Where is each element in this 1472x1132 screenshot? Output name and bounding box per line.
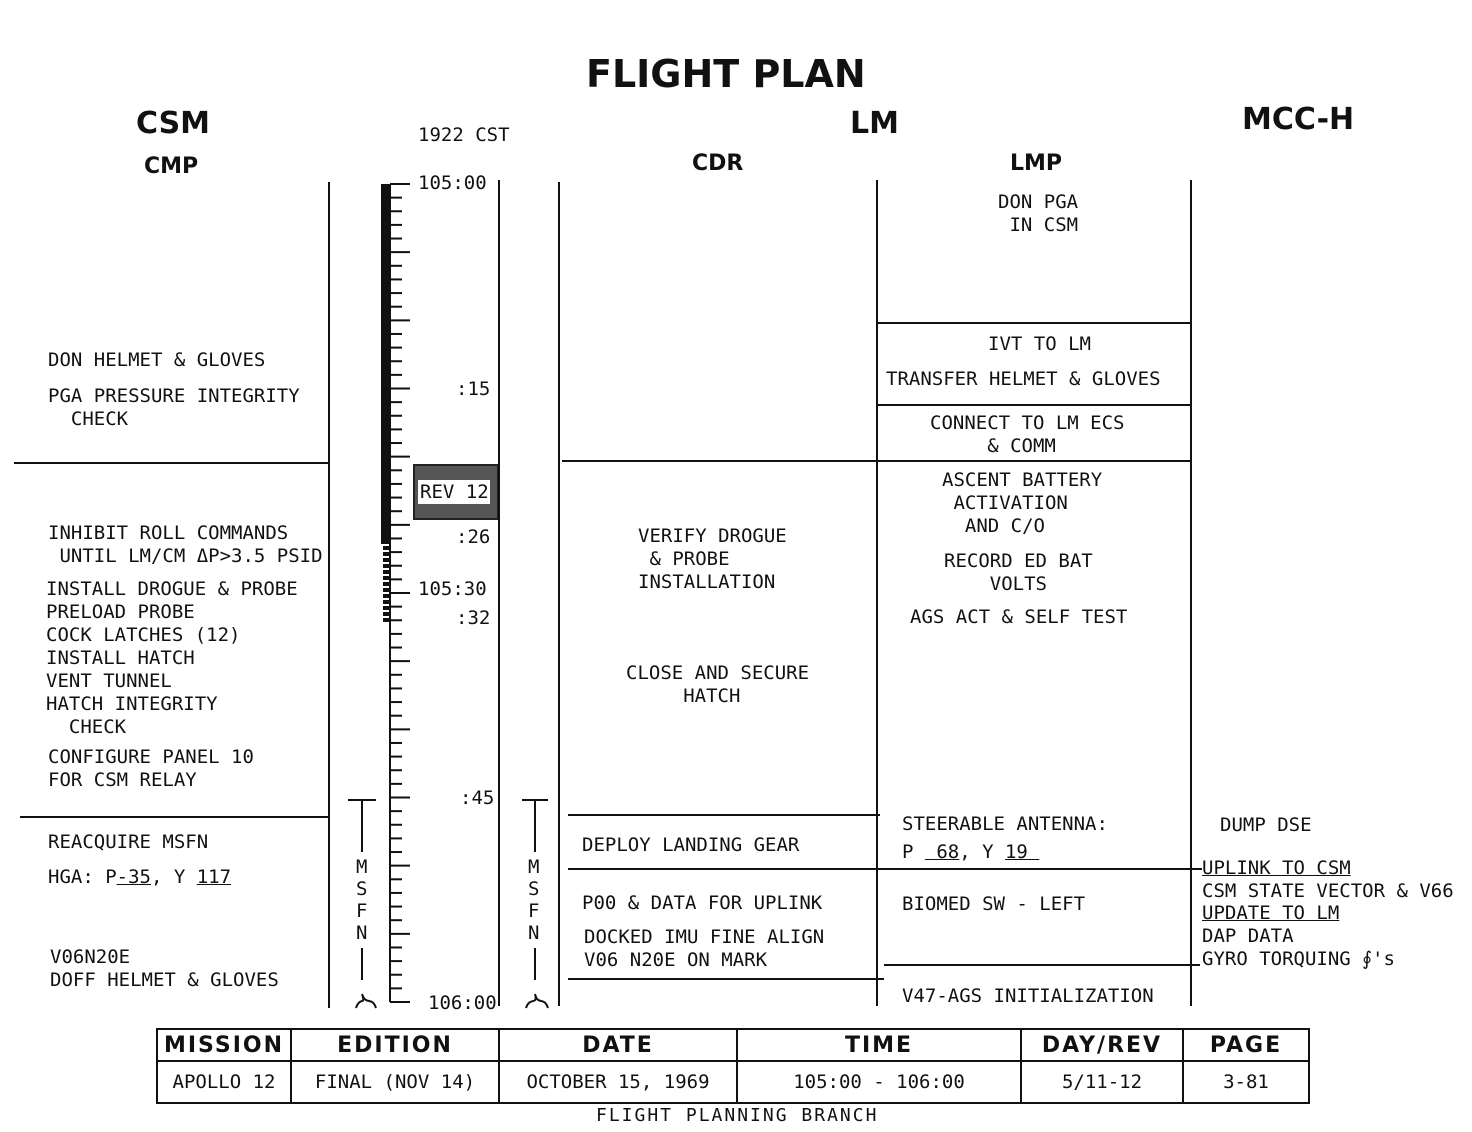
page-title: FLIGHT PLAN: [586, 52, 866, 96]
time-26: :26: [456, 526, 491, 548]
night-bar-segment: [383, 618, 389, 622]
lmp-connect: CONNECT TO LM ECS & COMM: [930, 412, 1125, 457]
footer-mission: APOLLO 12: [157, 1061, 291, 1103]
lmp-transfer: TRANSFER HELMET & GLOVES: [886, 368, 1161, 390]
timeline-ticks: [390, 184, 410, 1002]
mcch-state-vector: CSM STATE VECTOR & V66: [1202, 880, 1454, 902]
mcch-gyro: GYRO TORQUING ∮'s: [1202, 948, 1395, 970]
footer-edition: FINAL (NOV 14): [291, 1061, 499, 1103]
cmp-doff: DOFF HELMET & GLOVES: [50, 969, 279, 991]
mcch-dap-data: DAP DATA: [1202, 925, 1294, 947]
msfn-right-s: S: [528, 878, 540, 900]
night-bar-segment: [383, 564, 389, 568]
cmp-install-block: INSTALL DROGUE & PROBE PRELOAD PROBE COCK LATCHES (12) INSTALL HATCH VENT TUNNEL HATCH INTEGRITY CHECK: [46, 578, 298, 738]
msfn-left-m: M: [356, 856, 368, 878]
footer-header-date: DATE: [499, 1029, 737, 1061]
footer-header-page: PAGE: [1183, 1029, 1309, 1061]
night-bar-segment: [383, 558, 389, 562]
cdr-column-left-border: [558, 182, 560, 1006]
time-105-30: 105:30: [418, 578, 487, 600]
lmp-steerable: STEERABLE ANTENNA:: [902, 813, 1108, 835]
lmp-divider-ivt: [876, 322, 1192, 324]
lmp-ags: AGS ACT & SELF TEST: [910, 606, 1128, 628]
footer-header-dayrev: DAY/REV: [1021, 1029, 1183, 1061]
msfn-right-end: [526, 994, 548, 1008]
night-bar-segment: [383, 606, 389, 610]
lmp-column-right-border: [1190, 180, 1192, 1006]
footer-header-mission: MISSION: [157, 1029, 291, 1061]
msfn-right-m: M: [528, 856, 540, 878]
footer-header-time: TIME: [737, 1029, 1021, 1061]
time-32: :32: [456, 607, 491, 629]
cdr-close-hatch: CLOSE AND SECURE HATCH: [626, 662, 810, 707]
footer-date: OCTOBER 15, 1969: [499, 1061, 737, 1103]
cdr-lmp-divider-p00: [568, 868, 1202, 870]
night-bar-segment: [383, 594, 389, 598]
lmp-divider-v47: [884, 964, 1200, 966]
cdr-p00: P00 & DATA FOR UPLINK: [582, 892, 823, 914]
msfn-left-end: [356, 994, 376, 1008]
cmp-divider-2: [20, 816, 330, 818]
night-bar-segment: [383, 576, 389, 580]
msfn-left-f: F: [356, 900, 368, 922]
night-bar-segment: [383, 588, 389, 592]
cmp-reacquire: REACQUIRE MSFN: [48, 831, 209, 853]
cmp-column-right-border: [328, 182, 330, 1008]
time-106-00: 106:00: [428, 992, 497, 1014]
cmp-inhibit-roll: INHIBIT ROLL COMMANDS UNTIL LM/CM ΔP>3.5 PSID: [48, 522, 323, 567]
mcch-uplink-csm: UPLINK TO CSM: [1202, 857, 1351, 879]
footer-dayrev: 5/11-12: [1021, 1061, 1183, 1103]
mcch-dump-dse: DUMP DSE: [1220, 814, 1312, 836]
msfn-left-n: N: [356, 922, 368, 944]
cdr-docked-imu: DOCKED IMU FINE ALIGN V06 N20E ON MARK: [584, 926, 825, 971]
cmp-configure-panel: CONFIGURE PANEL 10 FOR CSM RELAY: [48, 746, 254, 791]
footer-header-edition: EDITION: [291, 1029, 499, 1061]
cdr-divider-1: [562, 460, 1190, 462]
night-bar-segment: [383, 546, 389, 550]
csm-header: CSM: [136, 106, 211, 141]
footer-page: 3-81: [1183, 1061, 1309, 1103]
rev-label: REV 12: [420, 481, 489, 503]
cmp-pga-check: PGA PRESSURE INTEGRITY CHECK: [48, 385, 300, 430]
lmp-divider-connect: [876, 404, 1192, 406]
msfn-right-f: F: [528, 900, 540, 922]
night-bar-segment: [383, 570, 389, 574]
cmp-hga: HGA: P-35, Y 117: [48, 866, 232, 888]
footer-branch: FLIGHT PLANNING BRANCH: [596, 1105, 879, 1126]
cdr-divider-bottom: [568, 978, 884, 980]
night-bar-segment: [383, 552, 389, 556]
cmp-v06n20e: V06N20E: [50, 946, 131, 968]
night-bar-segment: [383, 612, 389, 616]
msfn-left-s: S: [356, 878, 368, 900]
cdr-lmp-divider: [876, 180, 878, 1006]
lmp-biomed: BIOMED SW - LEFT: [902, 893, 1086, 915]
cdr-verify: VERIFY DROGUE & PROBE INSTALLATION: [638, 525, 787, 593]
dashed-night-bar: [383, 546, 389, 622]
night-bar-segment: [383, 600, 389, 604]
lmp-ivt: IVT TO LM: [988, 333, 1091, 355]
lmp-record: RECORD ED BAT VOLTS: [944, 550, 1093, 595]
cdr-divider-deploy: [568, 814, 880, 816]
lmp-v47: V47-AGS INITIALIZATION: [902, 985, 1154, 1007]
lmp-antenna-angles: P 68, Y 19: [902, 841, 1040, 863]
mcch-header: MCC-H: [1242, 102, 1355, 137]
timeline-right-border: [498, 180, 500, 1006]
lmp-don-pga: DON PGA IN CSM: [998, 191, 1079, 236]
lmp-header: LMP: [1010, 151, 1063, 176]
cdr-deploy-gear: DEPLOY LANDING GEAR: [582, 834, 800, 856]
night-bar-segment: [383, 582, 389, 586]
footer-info-table: [156, 1028, 1310, 1104]
footer-time: 105:00 - 106:00: [737, 1061, 1021, 1103]
cmp-header: CMP: [144, 154, 199, 179]
msfn-right-n: N: [528, 922, 540, 944]
lmp-ascent: ASCENT BATTERY ACTIVATION AND C/O: [942, 469, 1103, 537]
time-zone-label: 1922 CST: [418, 124, 510, 146]
cdr-header: CDR: [692, 151, 744, 176]
time-15: :15: [456, 378, 491, 400]
time-45: :45: [460, 787, 495, 809]
mcch-update-lm: UPDATE TO LM: [1202, 902, 1340, 924]
daylight-bar: [381, 184, 389, 544]
lm-header: LM: [850, 106, 899, 141]
cmp-don-helmet: DON HELMET & GLOVES: [48, 349, 266, 371]
time-105-00: 105:00: [418, 172, 487, 194]
cmp-divider-1: [14, 462, 330, 464]
